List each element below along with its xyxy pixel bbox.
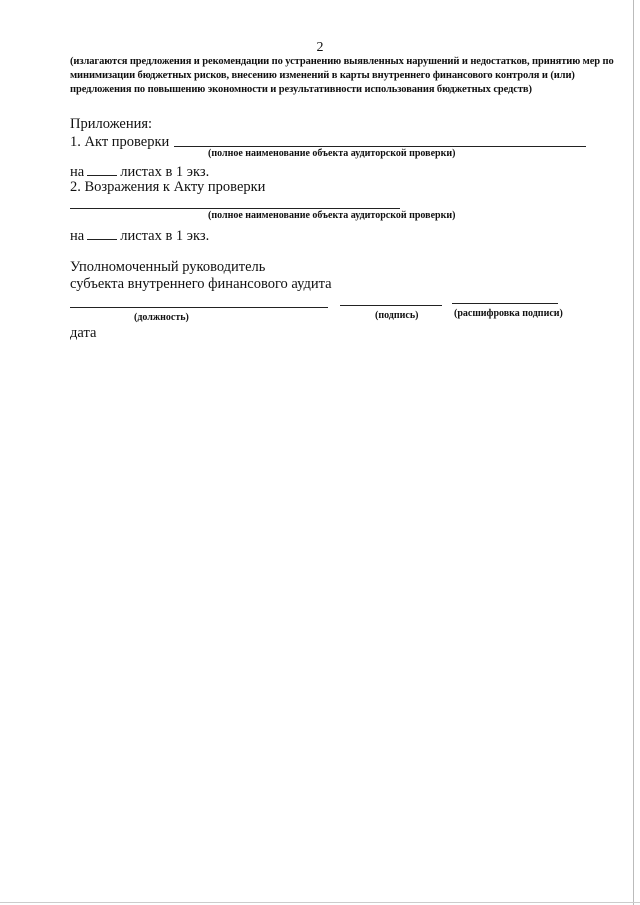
attachment-2-sheets-prefix: на xyxy=(70,228,85,244)
scan-edge-right xyxy=(633,0,634,905)
attachment-1-caption: (полное наименование объекта аудиторской проверки) xyxy=(208,148,456,159)
signatory-title-line-2: субъекта внутреннего финансового аудита xyxy=(70,276,332,292)
recommendations-note-line-3: предложения по повышению экономности и результативности использования бюджетных средств) xyxy=(70,84,532,95)
attachment-2-sheets xyxy=(70,227,209,245)
date-label: дата xyxy=(70,325,97,341)
attachment-1-sheets-prefix: на xyxy=(70,164,85,180)
attachment-1-sheets-blank xyxy=(87,163,117,176)
attachment-1-label: 1. Акт проверки xyxy=(70,134,170,150)
signatory-title-line-1: Уполномоченный руководитель xyxy=(70,259,266,275)
signature-decoding-line xyxy=(452,303,558,304)
signature-line xyxy=(340,305,442,306)
attachment-2-caption: (полное наименование объекта аудиторской проверки) xyxy=(208,210,456,221)
page-number: 2 xyxy=(316,40,324,55)
recommendations-note-line-1: (излагаются предложения и рекомендации по устранению выявленных нарушений и недостатков, принятию мер по xyxy=(70,56,614,67)
scan-edge-bottom xyxy=(0,902,640,903)
attachment-2-sheets-suffix: листах в 1 экз. xyxy=(120,228,210,244)
position-caption: (должность) xyxy=(134,312,189,323)
attachment-2-label: 2. Возражения к Акту проверки xyxy=(70,179,266,195)
attachment-1-sheets-suffix: листах в 1 экз. xyxy=(120,164,210,180)
signature-decoding-caption: (расшифровка подписи) xyxy=(454,308,563,319)
attachment-2-object-line xyxy=(70,208,400,209)
recommendations-note-line-2: минимизации бюджетных рисков, внесению изменений в карты внутреннего финансового контроля и (или) xyxy=(70,70,575,81)
attachments-heading: Приложения: xyxy=(70,116,153,132)
position-line xyxy=(70,307,328,308)
signature-caption: (подпись) xyxy=(375,310,419,321)
attachment-1-object-line xyxy=(174,146,586,147)
attachment-2-sheets-blank xyxy=(87,227,117,240)
